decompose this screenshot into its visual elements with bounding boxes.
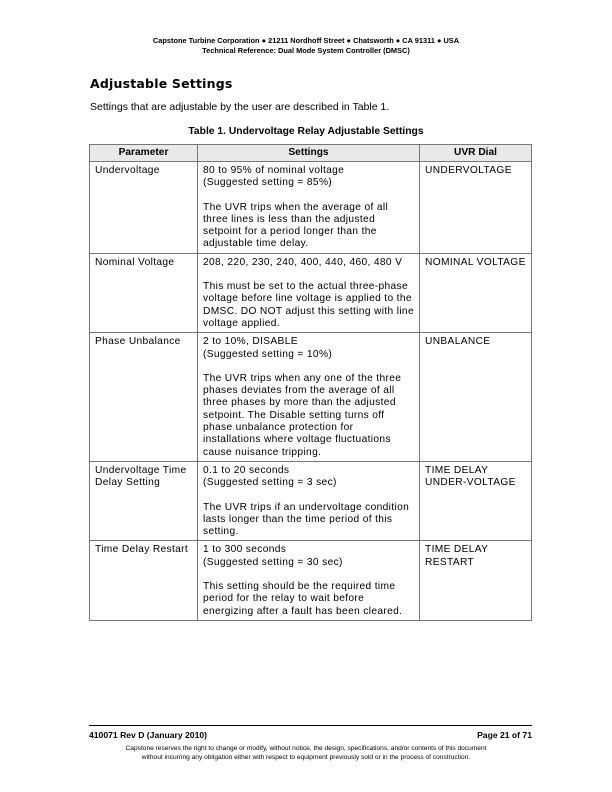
setting-suggested: (Suggested setting = 30 sec)	[203, 556, 343, 568]
settings-table	[89, 144, 532, 621]
setting-range: 208, 220, 230, 240, 400, 440, 460, 480 V	[203, 256, 403, 268]
col-header-uvr-dial: UVR Dial	[420, 145, 532, 162]
intro-text: Settings that are adjustable by the user are described in Table 1.	[90, 101, 390, 113]
cell-parameter: Time Delay Restart	[90, 541, 198, 620]
page-header	[0, 36, 612, 56]
table-row	[90, 541, 532, 620]
table-caption: Table 1. Undervoltage Relay Adjustable Settings	[188, 126, 424, 137]
cell-settings	[198, 541, 420, 620]
cell-settings	[198, 162, 420, 254]
cell-uvr-dial: NOMINAL VOLTAGE	[420, 253, 532, 332]
setting-range: 80 to 95% of nominal voltage	[203, 165, 345, 176]
cell-parameter: Phase Unbalance	[90, 333, 198, 462]
cell-uvr-dial: TIME DELAY RESTART	[420, 541, 532, 620]
header-address: Capstone Turbine Corporation ● 21211 Nordhoff Street ● Chatsworth ● CA 91311 ● USA	[152, 36, 460, 45]
cell-parameter: Nominal Voltage	[90, 253, 198, 332]
cell-uvr-dial: UNBALANCE	[420, 333, 532, 462]
footer-disclaimer-line1: Capstone reserves the right to change or modify, without notice, the design, specifications, and/or contents of this document	[125, 745, 487, 752]
cell-parameter: Undervoltage Time Delay Setting	[90, 461, 198, 540]
setting-description: The UVR trips if an undervoltage condition lasts longer than the time period of this setting.	[203, 501, 410, 538]
setting-suggested: (Suggested setting = 85%)	[203, 177, 333, 189]
footer-divider	[89, 725, 532, 726]
table-header-row	[90, 145, 532, 162]
cell-settings	[198, 333, 420, 462]
footer-page-number: Page 21 of 71	[477, 730, 532, 740]
setting-suggested: (Suggested setting = 10%)	[203, 348, 333, 360]
setting-range: 1 to 300 seconds	[203, 544, 287, 556]
setting-range: 0.1 to 20 seconds	[203, 464, 290, 476]
cell-uvr-dial: TIME DELAY UNDER-VOLTAGE	[420, 461, 532, 540]
footer-doc-id: 410071 Rev D (January 2010)	[89, 730, 208, 740]
col-header-parameter: Parameter	[90, 145, 198, 162]
setting-description: This must be set to the actual three-phase voltage before line voltage is applied to the DMSC. DO NOT adjust this setting with line voltage applied.	[203, 281, 414, 329]
footer-disclaimer-line2: without incurring any obligation either with respect to equipment previously sold or in the process of construction.	[141, 754, 471, 761]
footer-disclaimer	[0, 744, 612, 762]
cell-settings	[198, 253, 420, 332]
table-row	[90, 162, 532, 254]
col-header-settings: Settings	[198, 145, 420, 162]
section-title: Adjustable Settings	[90, 76, 233, 91]
setting-suggested: (Suggested setting = 3 sec)	[203, 477, 337, 489]
table-row	[90, 333, 532, 462]
setting-description: The UVR trips when the average of all three lines is less than the adjusted setpoint for a period longer than the adjustable time delay.	[203, 201, 389, 250]
setting-range: 2 to 10%, DISABLE	[203, 336, 298, 348]
setting-description: This setting should be the required time period for the relay to wait before energizing after a fault has been cleared.	[203, 581, 403, 617]
cell-settings	[198, 461, 420, 540]
table-row	[90, 461, 532, 540]
header-doc-title: Technical Reference: Dual Mode System Controller (DMSC)	[202, 46, 410, 55]
cell-uvr-dial: UNDERVOLTAGE	[420, 162, 532, 254]
table-row	[90, 253, 532, 332]
cell-parameter: Undervoltage	[90, 162, 198, 254]
setting-description: The UVR trips when any one of the three phases deviates from the average of all three phases by more than the adjusted setpoint. The Disable setting turns off phase unbalance protection for installations where voltage fluctuations cause nuisance tripping.	[203, 372, 402, 458]
